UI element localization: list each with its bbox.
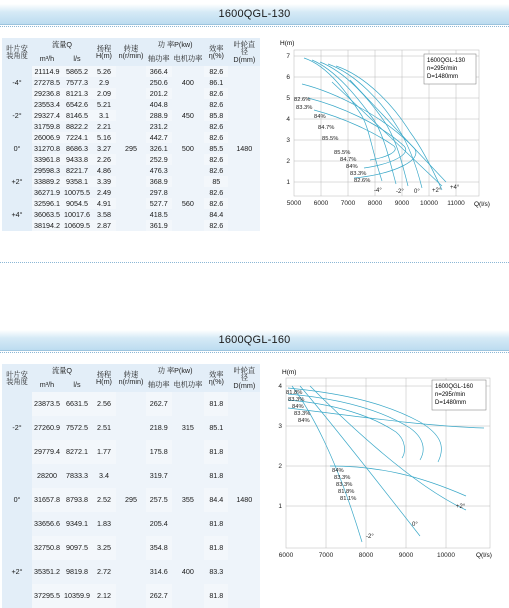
motor-power-value: 560: [172, 198, 205, 209]
flow-m3h: 33961.8: [34, 154, 60, 164]
eff-value: 82.6: [204, 220, 228, 231]
motor-cell: [172, 99, 205, 110]
x-tick: 10000: [419, 200, 439, 207]
flow-m3h: 37295.5: [32, 584, 62, 608]
head-value: 5.21: [92, 99, 116, 110]
shaft-power-value: 361.9: [146, 220, 172, 231]
eff-value: 84.4: [204, 488, 228, 512]
flow-m3h: 29327.4: [34, 110, 60, 120]
eff-value: 85: [204, 176, 228, 187]
header-head: 扬程H(m): [92, 38, 116, 66]
flow-m3h: 29779.4: [32, 440, 62, 464]
flow-ls: 10359.9: [62, 584, 92, 608]
flow-ls: 10609.5: [63, 220, 90, 230]
shaft-power-value: 527.7: [146, 198, 172, 209]
head-value: 2.21: [92, 121, 116, 132]
angle-cell: [2, 132, 32, 143]
pump-section-130: [0, 4, 509, 304]
head-value: 5.16: [92, 132, 116, 143]
flow-m3h: 36271.9: [34, 187, 60, 197]
angle-labels: [366, 504, 466, 540]
head-value: 2.26: [92, 154, 116, 165]
header-power: 功 率P(kw): [146, 38, 204, 52]
header-angle: 叶片安装角度: [2, 364, 32, 392]
efficiency-contour: [288, 394, 423, 460]
header-flow: 流量Q: [32, 364, 92, 378]
header-shaft-power: 轴功率: [146, 52, 172, 66]
eff-label: 83.3%: [288, 397, 305, 403]
flow-m3h: 36063.5: [34, 209, 60, 219]
section-title: 1600QGL-130: [0, 4, 509, 25]
flow-m3h: 33889.2: [34, 176, 60, 186]
head-value: 3.4: [92, 464, 116, 488]
shaft-power-value: 201.2: [146, 88, 172, 99]
flow-ls: 7577.3: [62, 77, 92, 88]
y-tick: 2: [286, 158, 290, 165]
pump-section-160: [0, 330, 509, 603]
motor-cell: [172, 88, 205, 99]
flow-ls: 9097.5: [62, 536, 92, 560]
eff-value: 83.3: [204, 560, 228, 584]
eff-value: 81.8: [204, 536, 228, 560]
legend-line: n=295r/min: [435, 392, 466, 398]
efficiency-contour: [350, 80, 446, 182]
shaft-power-value: 218.9: [146, 416, 172, 440]
header-speed: 转速n(r/min): [116, 364, 146, 392]
angle-cell: [2, 440, 32, 464]
header-flow: 流量Q: [32, 38, 92, 52]
eff-label: 83.3%: [350, 171, 367, 177]
eff-label: 81.8%: [286, 390, 303, 396]
head-value: 3.27: [92, 143, 116, 154]
angle-label: 0°: [2, 488, 32, 512]
head-value: 1.83: [92, 512, 116, 536]
angle-label: 0°: [414, 189, 420, 195]
motor-cell: [172, 66, 205, 77]
head-value: 2.56: [92, 392, 116, 416]
legend-line: n=295r/min: [427, 66, 458, 72]
x-tick: 7000: [318, 552, 334, 559]
shaft-power-value: 314.6: [146, 560, 172, 584]
motor-power-value: 355: [172, 488, 205, 512]
eff-value: 82.6: [204, 165, 228, 176]
flow-ls: 8121.3: [62, 88, 92, 99]
flow-ls: 8822.2: [62, 121, 92, 132]
shaft-power-value: 175.8: [146, 440, 172, 464]
angle-cell: [2, 584, 32, 608]
eff-label: 83.3%: [334, 475, 351, 481]
flow-m3h: 32596.1: [34, 198, 60, 208]
flow-ls: 7572.5: [62, 416, 92, 440]
head-value: 5.26: [92, 66, 116, 77]
eff-label: 84%: [346, 164, 358, 170]
flow-ls: 9358.1: [62, 176, 92, 187]
motor-cell: [172, 464, 205, 488]
angle-cell: [2, 154, 32, 165]
motor-cell: [172, 536, 205, 560]
x-tick: 6000: [278, 552, 294, 559]
dotted-divider: [0, 352, 509, 353]
head-value: 1.77: [92, 440, 116, 464]
performance-chart: [274, 36, 508, 222]
eff-label: 84.7%: [318, 125, 335, 131]
shaft-power-value: 205.4: [146, 512, 172, 536]
angle-label: -4°: [2, 77, 32, 88]
eff-value: 81.8: [204, 584, 228, 608]
shaft-power-value: 231.2: [146, 121, 172, 132]
x-tick: 9000: [398, 552, 414, 559]
eff-label: 81.1%: [340, 496, 357, 502]
header-motor-power: 电机功率: [172, 378, 205, 392]
diameter-value: 1480: [228, 66, 260, 231]
flow-ls: 9819.8: [62, 560, 92, 584]
motor-cell: [172, 584, 205, 608]
shaft-power-value: 404.8: [146, 99, 172, 110]
y-tick: 1: [278, 503, 282, 510]
angle-label: -2°: [2, 110, 32, 121]
x-tick: 11000: [447, 200, 465, 207]
x-tick-labels: [279, 552, 456, 559]
motor-cell: [172, 209, 205, 220]
flow-ls: 8686.3: [62, 143, 92, 154]
flow-m3h: 23553.4: [34, 99, 60, 109]
chart-svg: [270, 366, 506, 560]
eff-value: 85.5: [204, 143, 228, 154]
y-tick: 4: [286, 116, 290, 123]
angle-label: -2°: [366, 534, 374, 540]
flow-m3h: 29236.8: [34, 88, 60, 98]
head-value: 4.91: [92, 198, 116, 209]
flow-ls: 10075.5: [63, 187, 90, 197]
y-tick: 1: [286, 179, 290, 186]
eff-label: 81.8%: [338, 489, 355, 495]
motor-cell: [172, 512, 205, 536]
flow-m3h: 27278.5: [34, 77, 60, 87]
shaft-power-value: 250.6: [146, 77, 172, 88]
motor-cell: [172, 154, 205, 165]
y-tick: 3: [278, 423, 282, 430]
x-axis-label: Q(l/s): [476, 552, 492, 559]
legend-line: 1600QGL-130: [427, 58, 466, 64]
flow-ls: 10017.6: [63, 209, 90, 219]
flow-ls: 6631.5: [62, 392, 92, 416]
angle-label: +2°: [2, 560, 32, 584]
eff-value: 82.6: [204, 198, 228, 209]
motor-power-value: 450: [172, 110, 205, 121]
shaft-power-value: 319.7: [146, 464, 172, 488]
speed-value: 295: [116, 392, 146, 608]
header-power: 功 率P(kw): [146, 364, 204, 378]
flow-m3h: 21114.9: [32, 66, 62, 77]
x-tick: 10000: [436, 552, 456, 559]
head-value: 2.51: [92, 416, 116, 440]
y-tick: 2: [278, 463, 282, 470]
header-dia: 叶轮直径D(mm): [228, 364, 260, 392]
header-flow-unit-ls: l/s: [62, 378, 92, 392]
eff-label: 82.6%: [294, 97, 311, 103]
legend-line: D=1480mm: [427, 74, 459, 80]
flow-m3h: 31270.8: [34, 143, 60, 153]
header-shaft-power: 轴功率: [146, 378, 172, 392]
flow-m3h: 23873.5: [32, 392, 62, 416]
shaft-power-value: 288.9: [146, 110, 172, 121]
motor-power-value: 315: [172, 416, 205, 440]
angle-cell: [2, 220, 32, 231]
table-row: [2, 66, 260, 77]
flow-m3h: 26006.9: [34, 132, 60, 142]
motor-cell: [172, 392, 205, 416]
header-speed: 转速n(r/min): [116, 38, 146, 66]
table-row: [2, 392, 260, 416]
motor-cell: [172, 132, 205, 143]
legend-box: [424, 54, 476, 84]
header-head: 扬程H(m): [92, 364, 116, 392]
flow-ls: 9349.1: [62, 512, 92, 536]
y-tick: 7: [286, 53, 290, 60]
head-value: 2.9: [92, 77, 116, 88]
angle-label: -2°: [2, 416, 32, 440]
shaft-power-value: 476.3: [146, 165, 172, 176]
legend-line: D=1480mm: [435, 400, 467, 406]
angle-label: +2°: [456, 504, 466, 510]
eff-value: 82.6: [204, 121, 228, 132]
legend-line: 1600QGL-160: [435, 384, 474, 390]
eff-value: 82.6: [204, 132, 228, 143]
y-tick: 6: [286, 74, 290, 81]
eff-label: 82.6%: [354, 178, 371, 184]
head-value: 2.72: [92, 560, 116, 584]
eff-label: 84%: [332, 468, 344, 474]
efficiency-contour: [288, 408, 484, 428]
x-axis-label: Q(l/s): [474, 201, 490, 208]
flow-m3h: 27260.9: [32, 416, 62, 440]
flow-ls: 8272.1: [62, 440, 92, 464]
motor-cell: [172, 220, 205, 231]
header-angle: 叶片安装角度: [2, 38, 32, 66]
head-value: 3.58: [92, 209, 116, 220]
head-value: 3.25: [92, 536, 116, 560]
shaft-power-value: 262.7: [146, 584, 172, 608]
flow-ls: 8146.5: [62, 110, 92, 121]
eff-value: 86.1: [204, 77, 228, 88]
spec-table: [2, 38, 260, 231]
shaft-power-value: 368.9: [146, 176, 172, 187]
performance-chart: [270, 366, 506, 560]
angle-cell: [2, 99, 32, 110]
efficiency-contour: [314, 110, 395, 160]
flow-ls: 7833.3: [62, 464, 92, 488]
y-tick-labels: [278, 383, 282, 510]
shaft-power-value: 418.5: [146, 209, 172, 220]
angle-label: +4°: [450, 185, 460, 191]
header-eff: 效率η(%): [204, 364, 228, 392]
flow-m3h: 28200: [32, 464, 62, 488]
angle-label: -4°: [374, 188, 382, 194]
angle-cell: [2, 121, 32, 132]
x-tick: 7000: [340, 200, 356, 207]
flow-ls: 5865.2: [62, 66, 92, 77]
head-value: 2.87: [92, 220, 116, 231]
eff-value: 85.1: [204, 416, 228, 440]
header-flow-unit-ls: l/s: [62, 52, 92, 66]
angle-cell: [2, 536, 32, 560]
shaft-power-value: 262.7: [146, 392, 172, 416]
motor-cell: [172, 187, 205, 198]
header-motor-power: 电机功率: [172, 52, 205, 66]
eff-value: 82.6: [204, 66, 228, 77]
eff-value: 85.8: [204, 110, 228, 121]
flow-m3h: 33656.6: [32, 512, 62, 536]
curve-0: [300, 386, 420, 536]
head-value: 2.09: [92, 88, 116, 99]
angle-label: +2°: [432, 188, 442, 194]
eff-value: 82.6: [204, 99, 228, 110]
eff-label: 85.5%: [322, 136, 339, 142]
motor-power-value: 400: [172, 560, 205, 584]
angle-label: 0°: [412, 522, 418, 528]
angle-cell: [2, 187, 32, 198]
shaft-power-value: 326.1: [146, 143, 172, 154]
eff-label: 83.3%: [294, 411, 311, 417]
flow-m3h: 29598.3: [34, 165, 60, 175]
shaft-power-value: 297.8: [146, 187, 172, 198]
shaft-power-value: 366.4: [146, 66, 172, 77]
shaft-power-value: 354.8: [146, 536, 172, 560]
shaft-power-value: 442.7: [146, 132, 172, 143]
x-tick: 8000: [358, 552, 374, 559]
efficiency-labels-top: [286, 390, 310, 424]
x-tick: 9000: [394, 200, 410, 207]
flow-ls: 8221.7: [62, 165, 92, 176]
flow-ls: 9054.5: [62, 198, 92, 209]
flow-m3h: 32750.8: [32, 536, 62, 560]
flow-m3h: 38194.2: [34, 220, 60, 230]
eff-value: 81.8: [204, 440, 228, 464]
flow-ls: 8793.8: [62, 488, 92, 512]
head-value: 3.1: [92, 110, 116, 121]
angle-labels: [374, 185, 460, 195]
head-value: 2.12: [92, 584, 116, 608]
efficiency-labels-mid: [332, 468, 356, 502]
speed-value: 295: [116, 66, 146, 231]
diameter-value: 1480: [228, 392, 260, 608]
eff-value: 82.6: [204, 187, 228, 198]
flow-ls: 6542.6: [62, 99, 92, 110]
y-axis-label: H(m): [282, 369, 297, 376]
angle-label: -2°: [396, 189, 404, 195]
legend-box: [432, 380, 486, 410]
eff-value: 81.8: [204, 464, 228, 488]
y-tick: 4: [278, 383, 282, 390]
flow-m3h: 31657.8: [32, 488, 62, 512]
head-value: 4.86: [92, 165, 116, 176]
efficiency-contour: [332, 82, 442, 186]
header-dia: 叶轮直径D(mm): [228, 38, 260, 66]
angle-cell: [2, 464, 32, 488]
eff-label: 84%: [314, 114, 326, 120]
x-tick: 5000: [286, 200, 302, 207]
dotted-divider: [0, 262, 509, 263]
chart-svg: [274, 36, 508, 222]
eff-label: 83.3%: [336, 482, 353, 488]
y-axis-label: H(m): [280, 40, 295, 47]
angle-label: 0°: [2, 143, 32, 154]
section-title: 1600QGL-160: [0, 330, 509, 351]
eff-value: 82.6: [204, 154, 228, 165]
angle-cell: [2, 66, 32, 77]
flow-ls: 9433.8: [62, 154, 92, 165]
y-tick-labels: [286, 53, 290, 186]
spec-table: [2, 364, 260, 608]
shaft-power-value: 257.5: [146, 488, 172, 512]
eff-value: 81.8: [204, 392, 228, 416]
angle-label: +2°: [2, 176, 32, 187]
header-flow-unit-m3h: m³/h: [32, 378, 62, 392]
y-tick: 3: [286, 137, 290, 144]
head-value: 2.52: [92, 488, 116, 512]
motor-cell: [172, 121, 205, 132]
x-tick: 8000: [367, 200, 383, 207]
motor-cell: [172, 176, 205, 187]
motor-cell: [172, 165, 205, 176]
motor-power-value: 500: [172, 143, 205, 154]
x-tick: 6000: [313, 200, 329, 207]
head-value: 3.39: [92, 176, 116, 187]
y-tick: 5: [286, 95, 290, 102]
eff-value: 82.6: [204, 88, 228, 99]
head-value: 2.49: [92, 187, 116, 198]
efficiency-contour: [288, 400, 404, 458]
motor-cell: [172, 440, 205, 464]
eff-label: 85.5%: [334, 150, 351, 156]
eff-value: 81.8: [204, 512, 228, 536]
angle-label: +4°: [2, 209, 32, 220]
eff-label: 84.7%: [340, 157, 357, 163]
flow-m3h: 31759.8: [34, 121, 60, 131]
flow-m3h: 35351.2: [32, 560, 62, 584]
eff-label: 84%: [292, 404, 304, 410]
angle-cell: [2, 392, 32, 416]
eff-label: 84%: [298, 418, 310, 424]
header-eff: 效率η(%): [204, 38, 228, 66]
angle-cell: [2, 198, 32, 209]
shaft-power-value: 252.9: [146, 154, 172, 165]
eff-label: 83.3%: [296, 105, 313, 111]
eff-value: 84.4: [204, 209, 228, 220]
dotted-divider: [0, 26, 509, 27]
angle-cell: [2, 512, 32, 536]
angle-cell: [2, 165, 32, 176]
header-flow-unit-m3h: m³/h: [32, 52, 62, 66]
motor-power-value: 400: [172, 77, 205, 88]
x-tick-labels: [287, 200, 465, 207]
angle-cell: [2, 88, 32, 99]
flow-ls: 7224.1: [62, 132, 92, 143]
efficiency-labels: [294, 97, 370, 184]
